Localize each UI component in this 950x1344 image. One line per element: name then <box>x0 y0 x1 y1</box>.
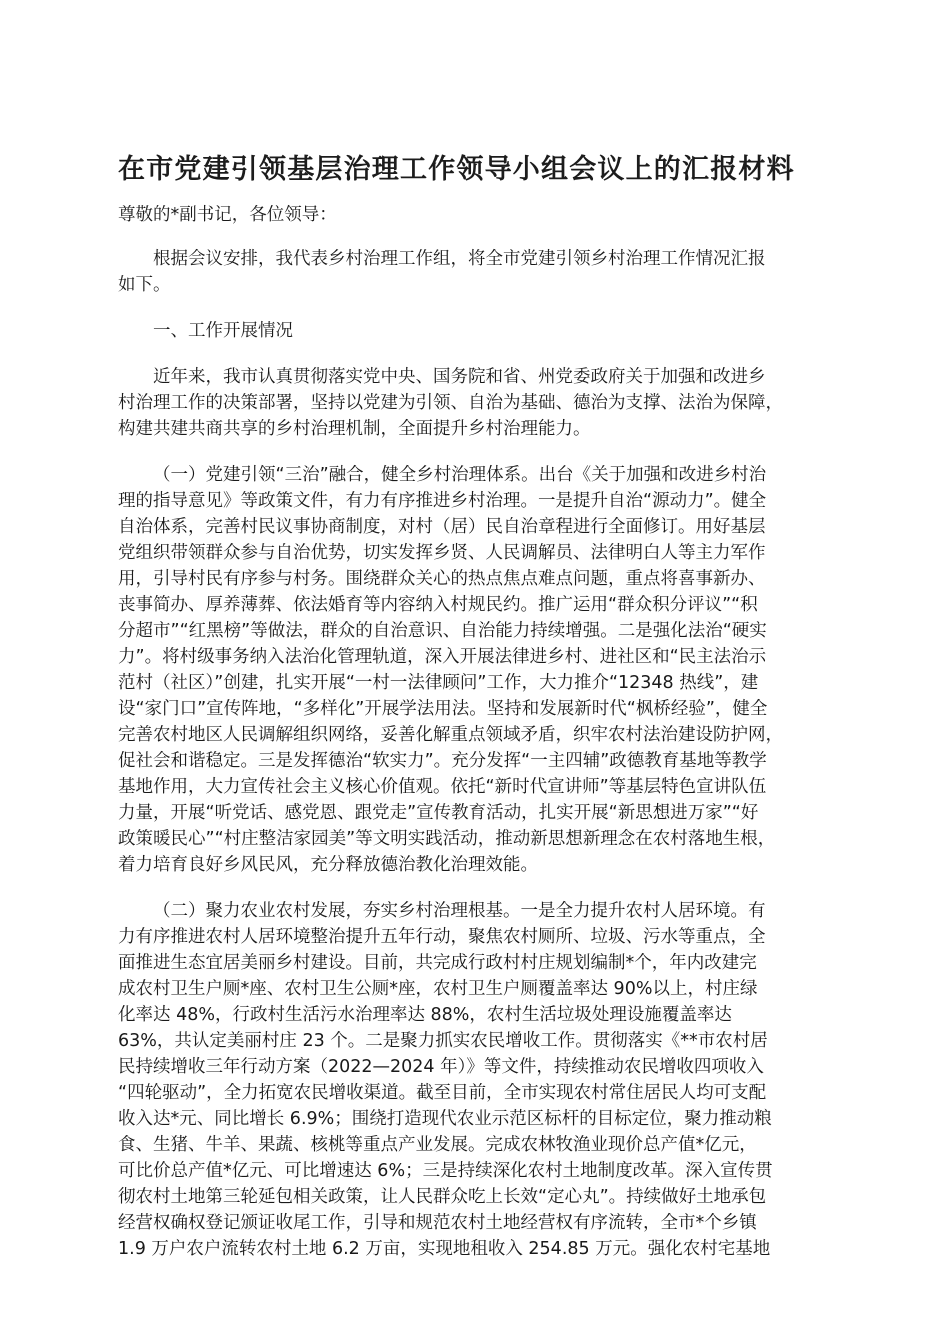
text-line: 食、生猪、牛羊、果蔬、核桃等重点产业发展。完成农林牧渔业现价总产值*亿元， <box>118 1135 757 1155</box>
text-line: 村治理工作的决策部署，坚持以党建为引领、自治为基础、德治为支撑、法治为保障， <box>118 393 783 413</box>
text-line: 近年来，我市认真贯彻落实党中央、国务院和省、州党委政府关于加强和改进乡 <box>153 367 766 387</box>
text-line: 基地作用，大力宣传社会主义核心价值观。依托“新时代宣讲师”等基层特色宣讲队伍 <box>118 777 767 797</box>
text-line: 经营权确权登记颁证收尾工作，引导和规范农村土地经营权有序流转，全市*个乡镇 <box>118 1213 757 1233</box>
document-body <box>118 246 858 1262</box>
text-line: 可比价总产值*亿元、可比增速达 6%；三是持续深化农村土地制度改革。深入宣传贯 <box>118 1161 773 1181</box>
text-line: 政策暖民心”“村庄整洁家园美”等文明实践活动，推动新思想新理念在农村落地生根， <box>118 829 776 849</box>
text-line: 面推进生态宜居美丽乡村建设。目前，共完成行政村村庄规划编制*个，年内改建完 <box>118 953 757 973</box>
text-line: 根据会议安排，我代表乡村治理工作组，将全市党建引领乡村治理工作情况汇报 <box>153 249 766 269</box>
body-paragraph <box>118 246 858 298</box>
text-line: 力有序推进农村人居环境整治提升五年行动，聚焦农村厕所、垃圾、污水等重点，全 <box>118 927 766 947</box>
text-line: 理的指导意见》等政策文件，有力有序推进乡村治理。一是提升自治“源动力”。健全 <box>118 491 767 511</box>
text-line: 民持续增收三年行动方案（2022—2024 年）》等文件，持续推动农民增收四项收入 <box>118 1057 764 1077</box>
text-line: 促社会和谐稳定。三是发挥德治“软实力”。充分发挥“一主四辅”政德教育基地等教学 <box>118 751 767 771</box>
text-line: 如下。 <box>118 275 171 295</box>
text-line: 收入达*元、同比增长 6.9%；围绕打造现代农业示范区标杆的目标定位，聚力推动粮 <box>118 1109 772 1129</box>
text-line: （二）聚力农业农村发展，夯实乡村治理根基。一是全力提升农村人居环境。有 <box>153 901 766 921</box>
text-line: 用，引导村民有序参与村务。围绕群众关心的热点焦点难点问题，重点将喜事新办、 <box>118 569 766 589</box>
text-line: 完善农村地区人民调解组织网络，妥善化解重点领域矛盾，织牢农村法治建设防护网， <box>118 725 783 745</box>
text-line: 力”。将村级事务纳入法治化管理轨道，深入开展法律进乡村、进社区和“民主法治示 <box>118 647 767 667</box>
body-paragraph <box>118 364 858 442</box>
text-line: （一）党建引领“三治”融合，健全乡村治理体系。出台《关于加强和改进乡村治 <box>153 465 767 485</box>
document-title: 在市党建引领基层治理工作领导小组会议上的汇报材料 <box>118 154 795 185</box>
text-line: 设“家门口”宣传阵地，“多样化”开展学法用法。坚持和发展新时代“枫桥经验”，健全 <box>118 699 768 719</box>
section-heading <box>118 318 858 344</box>
text-line: 成农村卫生户厕*座、农村卫生公厕*座，农村卫生户厕覆盖率达 90%以上，村庄绿 <box>118 979 758 999</box>
text-line: 构建共建共商共享的乡村治理机制，全面提升乡村治理能力。 <box>118 419 591 439</box>
text-line: 63%，共认定美丽村庄 23 个。二是聚力抓实农民增收工作。贯彻落实《**市农村居 <box>118 1031 768 1051</box>
text-line: 党组织带领群众参与自治优势，切实发挥乡贤、人民调解员、法律明白人等主力军作 <box>118 543 766 563</box>
document-page <box>118 150 858 1282</box>
text-line: 着力培育良好乡风民风，充分释放德治教化治理效能。 <box>118 855 538 875</box>
text-line: 1.9 万户农户流转农村土地 6.2 万亩，实现地租收入 254.85 万元。强化农村宅基地 <box>118 1239 771 1259</box>
text-line: “四轮驱动”，全力拓宽农民增收渠道。截至目前，全市实现农村常住居民人均可支配 <box>118 1083 767 1103</box>
text-line: 分超市”“红黑榜”等做法，群众的自治意识、自治能力持续增强。二是强化法治“硬实 <box>118 621 767 641</box>
text-line: 力量，开展“听党话、感党恩、跟党走”宣传教育活动，扎实开展“新思想进万家”“好 <box>118 803 759 823</box>
text-line: 一、工作开展情况 <box>153 321 293 341</box>
text-line: 丧事简办、厚养薄葬、依法婚育等内容纳入村规民约。推广运用“群众积分评议”“积 <box>118 595 758 615</box>
text-line: 彻农村土地第三轮延包相关政策，让人民群众吃上长效“定心丸”。持续做好土地承包 <box>118 1187 767 1207</box>
body-paragraph <box>118 462 858 878</box>
text-line: 自治体系，完善村民议事协商制度，对村（居）民自治章程进行全面修订。用好基层 <box>118 517 766 537</box>
text-line: 范村（社区）”创建，扎实开展“一村一法律顾问”工作，大力推介“12348 热线”，建 <box>118 673 759 693</box>
salutation: 尊敬的*副书记，各位领导： <box>118 205 337 225</box>
body-paragraph <box>118 898 858 1262</box>
text-line: 化率达 48%，行政村生活污水治理率达 88%，农村生活垃圾处理设施覆盖率达 <box>118 1005 732 1025</box>
